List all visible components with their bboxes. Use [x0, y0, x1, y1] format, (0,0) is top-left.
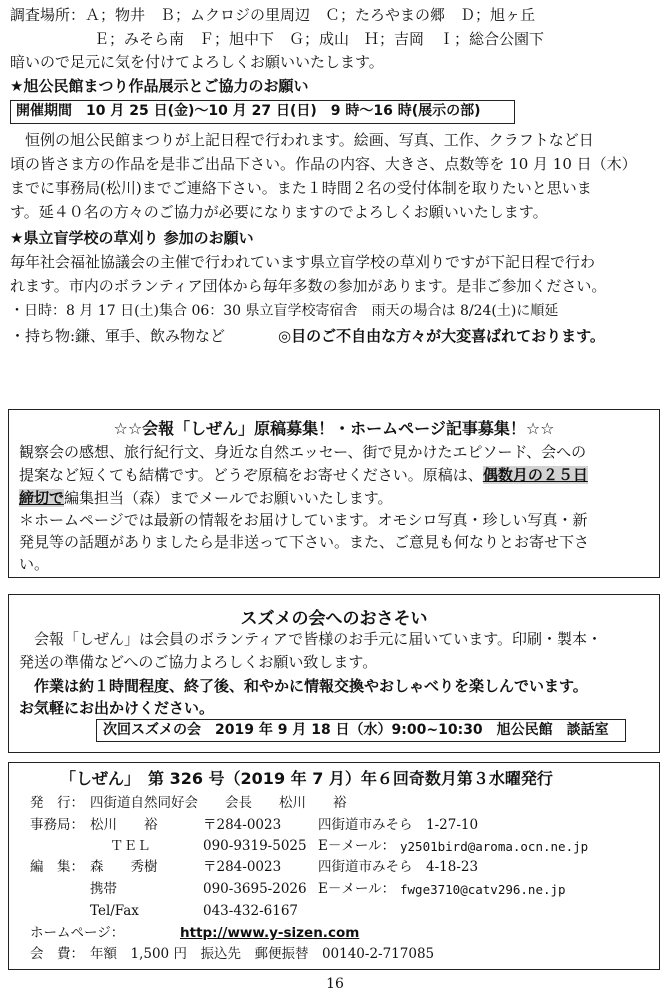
mobile-label: 携帯	[90, 881, 117, 897]
page-number: 16	[326, 976, 344, 992]
editor-zip: 〒284-0023	[203, 859, 282, 875]
school-note: ◎目のご不自由な方々が大変喜ばれております。	[278, 327, 605, 345]
mobile-value: 090-3695-2026	[203, 881, 307, 897]
homepage-label: ホームページ：	[30, 925, 125, 941]
office-address: 四街道市みそら 1-27-10	[318, 817, 479, 833]
festival-body-line4: す。延４０名の方々のご協力が必要になりますのでよろしくお願いいたします。	[10, 203, 548, 221]
suzume-line1: 会報「しぜん」は会員のボランティアで皆様のお手元に届いています。印刷・製本・	[19, 630, 603, 648]
homepage-link[interactable]: http://www.y-sizen.com	[180, 925, 360, 941]
newsletter-call-line6: い。	[19, 555, 50, 573]
suzume-line3: 作業は約１時間程度、終了後、和やかに情報交換やおしゃべりを楽しんでいます。	[19, 677, 588, 695]
tel-value: 090-9319-5025	[203, 838, 307, 854]
email1-label: E－メール：	[318, 838, 396, 854]
newsletter-call-line5: 発見等の話題がありましたら是非送って下さい。また、ご意見も何なりとお寄せ下さ	[19, 533, 590, 551]
newsletter-call-line1: 観察会の感想、旅行紀行文、身近な自然エッセー、街で見かけたエピソード、会への	[19, 443, 587, 461]
deadline-highlight-2: 締切で	[19, 489, 65, 507]
newsletter-call-line3	[19, 487, 393, 509]
fee-value: 年額 1,500 円 振込先 郵便振替 00140-2-717085	[90, 946, 435, 962]
office-zip: 〒284-0023	[203, 817, 282, 833]
survey-locations-line1: 調査場所：Ａ；物井 Ｂ；ムクロジの里周辺 Ｃ；たろやまの郷 Ｄ；旭ヶ丘	[10, 6, 536, 24]
publisher-value: 四街道自然同好会 会長 松川 裕	[90, 795, 347, 811]
publisher-label: 発 行：	[30, 795, 84, 811]
email1-value[interactable]: y2501bird@aroma.ocn.ne.jp	[400, 839, 589, 854]
school-items: ・持ち物:鎌、軍手、飲み物など	[10, 327, 226, 345]
school-body-line2: れます。市内のボランティア団体から毎年多数の参加があります。是非ご参加ください。	[10, 277, 607, 295]
festival-period-box: 開催期間 10 月 25 日(金)～10 月 27 日(日) 9 時～16 時(展示の部)	[10, 100, 515, 124]
newsletter-call-line3-text: 編集担当（森）までメールでお願いいたします。	[64, 489, 393, 507]
newsletter-call-title: ☆☆会報「しぜん」原稿募集！・ホームページ記事募集！☆☆	[113, 419, 555, 438]
office-name: 松川 裕	[90, 817, 158, 833]
office-label: 事務局：	[30, 817, 84, 833]
school-heading: ★県立盲学校の草刈り 参加のお願い	[10, 229, 254, 247]
telfax-label: Tel/Fax	[90, 903, 139, 919]
suzume-next-meeting: 次回スズメの会 2019 年 9 月 18 日（水）9:00~10:30 旭公民館 談話室	[96, 719, 626, 742]
deadline-highlight: 偶数月の２５日	[482, 466, 588, 484]
email2-value[interactable]: fwge3710@catv296.ne.jp	[400, 882, 566, 897]
school-schedule: ・日時：8 月 17 日(土)集合 06：30 県立盲学校寄宿舎 雨天の場合は 8/24(土)に順延	[10, 303, 559, 319]
suzume-title: スズメの会へのおさそい	[240, 609, 428, 629]
newsletter-call-line2	[19, 464, 588, 486]
editor-name: 森 秀樹	[90, 859, 158, 875]
newsletter-call-box	[8, 409, 660, 578]
suzume-line2: 発送の準備などへのご協力よろしくお願い致します。	[19, 653, 378, 671]
suzume-line4: お気軽にお出かけください。	[19, 699, 215, 717]
editor-label: 編 集：	[30, 859, 84, 875]
tel-label: ＴＥＬ	[110, 838, 151, 854]
colophon-title: 「しぜん」 第 326 号（2019 年 7 月）年６回奇数月第３水曜発行	[60, 769, 553, 788]
festival-heading: ★旭公民館まつり作品展示とご協力のお願い	[10, 77, 309, 95]
email2-label: E－メール：	[318, 881, 396, 897]
editor-address: 四街道市みそら 4-18-23	[318, 859, 479, 875]
festival-body-line2: 頃の皆さま方の作品を是非ご出品下さい。作品の内容、大きさ、点数等を 10 月 10 日（木）	[10, 155, 637, 173]
survey-caution: 暗いので足元に気を付けてよろしくお願いいたします。	[10, 53, 384, 71]
festival-body-line3: までに事務局(松川)までご連絡下さい。また１時間２名の受付体制を取りたいと思いま	[10, 179, 592, 197]
newsletter-call-line2-text: 提案など短くても結構です。どうぞ原稿をお寄せください。原稿は、	[19, 466, 483, 484]
survey-locations-line2: Ｅ；みそら南 Ｆ；旭中下 Ｇ；成山 Ｈ；吉岡 Ｉ；総合公園下	[94, 30, 545, 48]
telfax-value: 043-432-6167	[203, 903, 299, 919]
school-body-line1: 毎年社会福祉協議会の主催で行われています県立盲学校の草刈りですが下記日程で行わ	[10, 253, 596, 271]
festival-body-line1: 恒例の旭公民館まつりが上記日程で行われます。絵画、写真、工作、クラフトなど日	[10, 131, 594, 149]
fee-label: 会 費：	[30, 946, 84, 962]
newsletter-call-line4: ＊ホームページでは最新の情報をお届けしています。オモシロ写真・珍しい写真・新	[19, 511, 588, 529]
